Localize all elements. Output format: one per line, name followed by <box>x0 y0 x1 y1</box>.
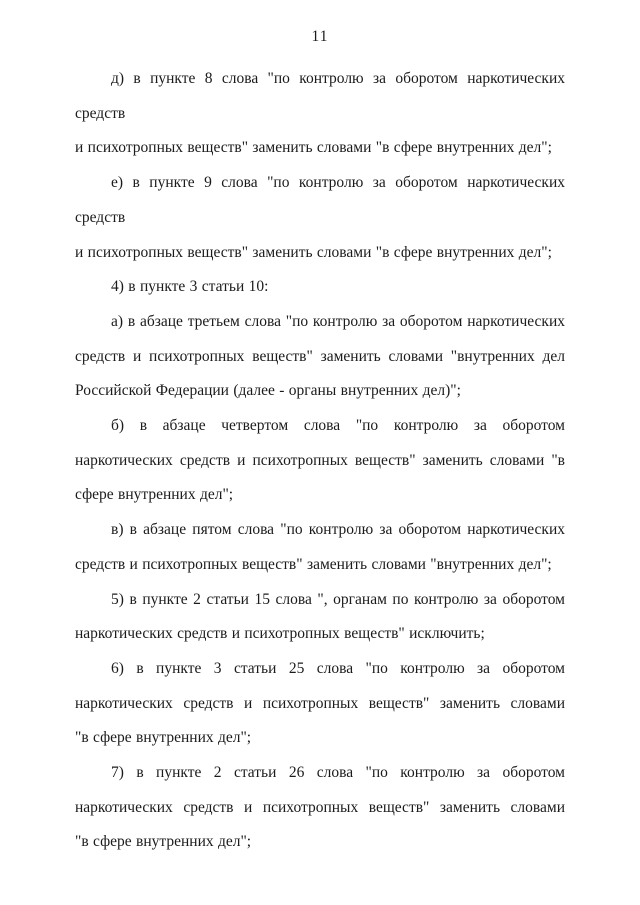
text-line: и психотропных веществ" заменить словами "в сфере внутренних дел"; <box>75 139 552 157</box>
text-line: б) в абзаце четвертом слова "по контролю за оборотом <box>111 417 565 435</box>
text-line: наркотических средств и психотропных веществ" заменить словами "в <box>75 451 565 469</box>
paragraph-item-6 <box>75 652 565 756</box>
text-line: д) в пункте 8 слова "по контролю за оборотом наркотических средств <box>75 70 565 122</box>
text-line: "в сфере внутренних дел"; <box>75 729 252 747</box>
page-number: 11 <box>311 28 329 45</box>
text-line: Российской Федерации (далее - органы внутренних дел)"; <box>75 382 461 400</box>
text-line: 4) в пункте 3 статьи 10: <box>111 278 269 296</box>
paragraph-item-7 <box>75 756 565 860</box>
text-line: наркотических средств и психотропных веществ" исключить; <box>75 625 485 643</box>
text-line: средств и психотропных веществ" заменить словами "внутренних дел <box>75 347 565 365</box>
text-line: наркотических средств и психотропных веществ" заменить словами <box>75 798 565 816</box>
paragraph-item-4 <box>75 270 565 305</box>
text-line: сфере внутренних дел"; <box>75 486 234 504</box>
text-line: средств и психотропных веществ" заменить словами "внутренних дел"; <box>75 555 552 573</box>
paragraph-item-4v <box>75 513 565 582</box>
paragraph-item-d <box>75 62 565 166</box>
text-line: "в сфере внутренних дел"; <box>75 833 252 851</box>
paragraph-item-e <box>75 166 565 270</box>
text-line: 7) в пункте 2 статьи 26 слова "по контролю за оборотом <box>111 764 565 782</box>
text-line: 5) в пункте 2 статьи 15 слова ", органам по контролю за оборотом <box>111 590 565 608</box>
text-line: и психотропных веществ" заменить словами "в сфере внутренних дел"; <box>75 243 552 261</box>
text-line: е) в пункте 9 слова "по контролю за оборотом наркотических средств <box>75 174 565 226</box>
text-line: 6) в пункте 3 статьи 25 слова "по контролю за оборотом <box>111 659 565 677</box>
paragraph-item-4a <box>75 305 565 409</box>
text-line: а) в абзаце третьем слова "по контролю за оборотом наркотических <box>111 312 565 330</box>
text-line: в) в абзаце пятом слова "по контролю за оборотом наркотических <box>111 521 565 539</box>
text-line: наркотических средств и психотропных веществ" заменить словами <box>75 694 565 712</box>
document-body <box>75 62 565 860</box>
paragraph-item-5 <box>75 583 565 652</box>
paragraph-item-4b <box>75 409 565 513</box>
